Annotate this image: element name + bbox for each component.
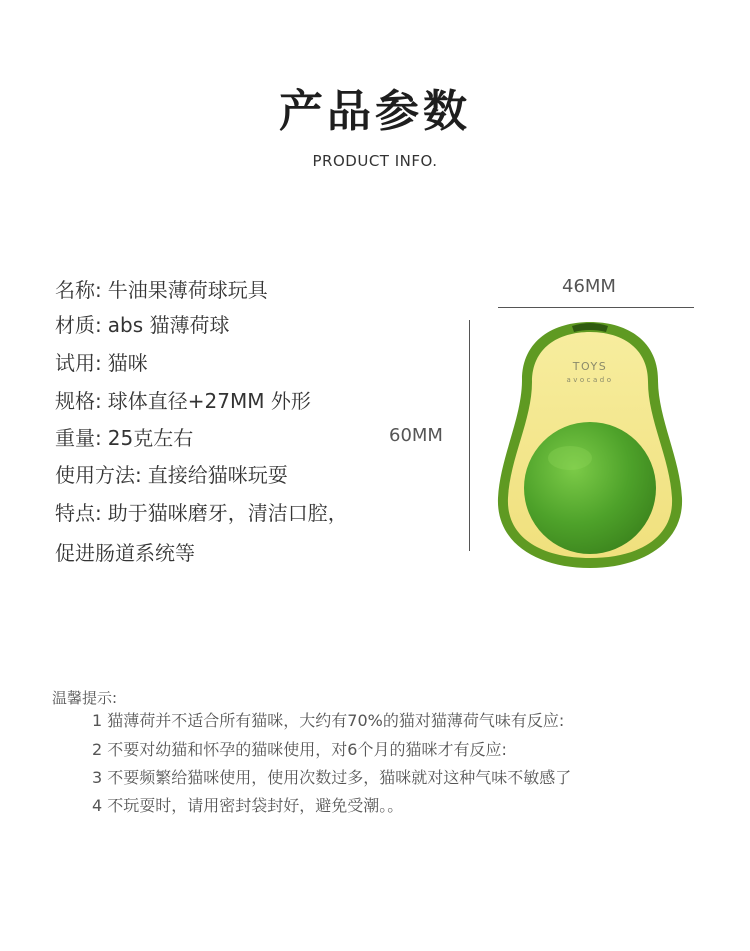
ball-highlight — [548, 446, 592, 470]
spec-label: 使用方法: — [55, 463, 142, 487]
spec-value: 牛油果薄荷球玩具 — [107, 278, 268, 302]
spec-name — [55, 277, 268, 303]
spec-label: 特点: — [55, 501, 102, 525]
page-title: 产品参数 — [279, 86, 471, 137]
tip-item: 4 不玩耍时，请用密封袋封好，避免受潮。。 — [92, 796, 404, 815]
brand-top-text: TOYS — [572, 360, 608, 373]
spec-features-continued — [55, 540, 195, 566]
spec-label: 名称: — [55, 278, 102, 302]
tip-item: 1 猫薄荷并不适合所有猫咪，大约有70%的猫对猫薄荷气味有反应: — [92, 711, 565, 730]
page-subtitle: PRODUCT INFO. — [312, 152, 438, 170]
width-dimension-label: 46MM — [562, 276, 616, 297]
spec-weight — [55, 425, 193, 451]
spec-value: abs 猫薄荷球 — [107, 313, 230, 337]
spec-features — [55, 500, 348, 526]
spec-value: 直接给猫咪玩耍 — [147, 463, 288, 487]
spec-label: 试用: — [55, 351, 102, 375]
spec-material — [55, 312, 229, 338]
tip-item: 3 不要频繁给猫咪使用，使用次数过多，猫咪就对这种气味不敏感了 — [92, 768, 572, 787]
spec-suitable — [55, 350, 148, 376]
spec-value: 球体直径+27MM 外形 — [107, 389, 311, 413]
height-dimension-line — [469, 320, 470, 551]
spec-size — [55, 388, 311, 414]
spec-value: 助于猫咪磨牙，清洁口腔， — [107, 501, 348, 525]
spec-value: 25克左右 — [107, 426, 194, 450]
width-dimension-line — [498, 307, 694, 308]
tip-item: 2 不要对幼猫和怀孕的猫咪使用，对6个月的猫咪才有反应: — [92, 740, 507, 759]
spec-label: 材质: — [55, 313, 102, 337]
tips-title: 温馨提示: — [52, 689, 118, 707]
spec-label: 规格: — [55, 389, 102, 413]
spec-usage — [55, 462, 288, 488]
catnip-ball — [524, 422, 656, 554]
brand-bottom-text: avocado — [566, 376, 614, 384]
spec-label: 重量: — [55, 426, 102, 450]
spec-value: 猫咪 — [107, 351, 148, 375]
height-dimension-label: 60MM — [389, 425, 443, 446]
spec-value: 促进肠道系统等 — [55, 541, 195, 565]
avocado-toy-image — [492, 318, 688, 570]
